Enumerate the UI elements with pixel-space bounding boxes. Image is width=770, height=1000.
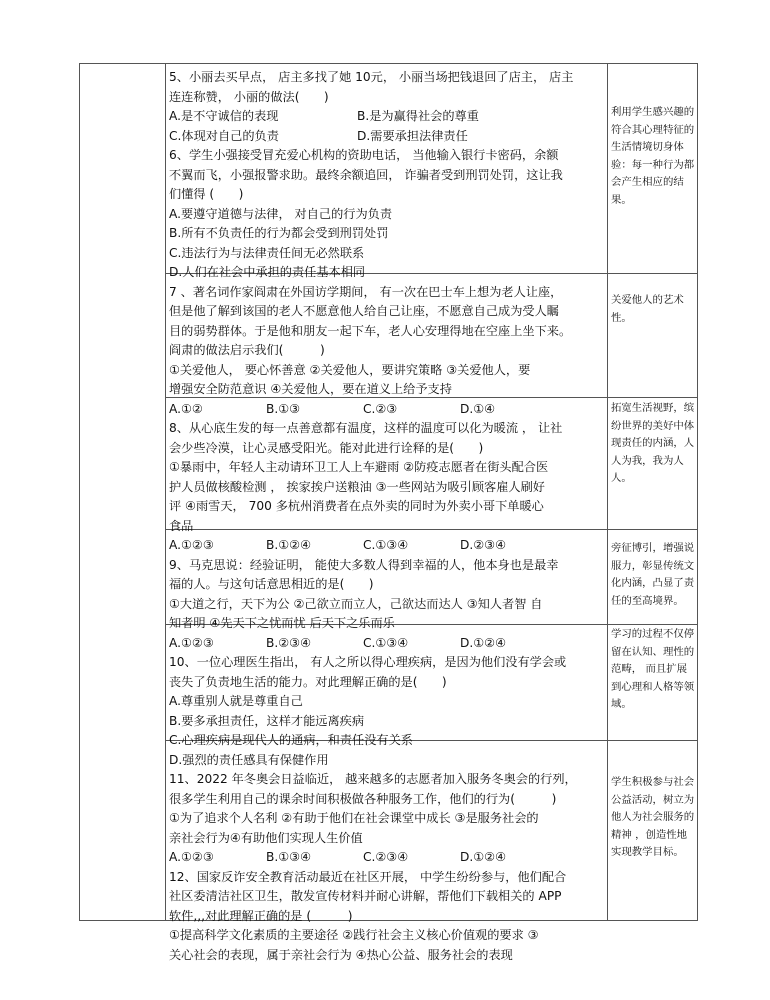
question-column — [169, 68, 605, 965]
answer-option: B.要多承担责任，这样才能远离疾病 — [169, 713, 365, 728]
answer-option: C.①③④ — [363, 538, 409, 552]
answer-option: D.强烈的责任感具有保健作用 — [169, 752, 329, 767]
option-row — [169, 263, 605, 283]
option-row — [169, 244, 605, 264]
option-row — [169, 205, 605, 225]
option-row — [169, 634, 605, 654]
question-text-line: 8、从心底生发的每一点善意都有温度，这样的温度可以化为暖流 ， 让社 — [169, 421, 563, 435]
lesson-table — [79, 63, 698, 962]
question-text-line: ①提高科学文化素质的主要途径 ②践行社会主义核心价值观的要求 ③ — [169, 928, 539, 942]
question-text-line: 食品 — [169, 518, 194, 533]
option-row — [169, 224, 605, 244]
column-divider-right — [607, 64, 608, 920]
question-text-line: ①大道之行，天下为公 ②己欲立而立人，己欲达而达人 ③知人者智 自 — [169, 596, 543, 611]
answer-option: B.①②④ — [266, 538, 312, 552]
question-block — [169, 283, 605, 420]
answer-option: B.①③ — [266, 401, 301, 416]
question-block — [169, 868, 605, 966]
answer-option: D.①②④ — [460, 635, 507, 650]
question-text-line: 不翼而飞，小强报警求助。最终余额追回， 诈骗者受到刑罚处罚，这让我 — [169, 167, 563, 182]
design-note: 拓宽生活视野，缤纷世界的美好中体现责任的内涵，人人为我，我为人人。 — [611, 402, 695, 485]
answer-option: A.是不守诚信的表现 — [169, 109, 279, 123]
answer-option: A.尊重别人就是尊重自己 — [169, 694, 303, 708]
question-block — [169, 68, 605, 146]
question-text-line: 5、小丽去买早点， 店主多找了她 10元， 小丽当场把钱退回了店主， 店主 — [169, 70, 574, 84]
answer-option: A.①②③ — [169, 538, 214, 552]
design-note: 利用学生感兴趣的符合其心理特征的生活情境切身体验：每一种行为都会产生相应的结果。 — [611, 106, 695, 206]
answer-option: B.①③④ — [266, 850, 312, 864]
question-text-line: 增强安全防范意识 ④关爱他人，要在道义上给予支持 — [169, 382, 452, 396]
question-text-line: 关心社会的表现，属于亲社会行为 ④热心公益、服务社会的表现 — [169, 947, 513, 962]
column-divider-left — [165, 64, 166, 920]
answer-option: A.①② — [169, 401, 203, 416]
question-block — [169, 419, 605, 556]
question-text-line: 连连称赞， 小丽的做法( ) — [169, 89, 329, 104]
answer-option: D.①④ — [460, 401, 496, 416]
answer-option: D.人们在社会中承担的责任基本相同 — [169, 265, 366, 279]
question-text-line: 评 ④雨雪天， 700 多杭州消费者在点外卖的同时为外卖小哥下单暖心 — [169, 499, 544, 513]
answer-option: B.所有不负责任的行为都会受到刑罚处罚 — [169, 226, 389, 240]
question-text-line: 9、马克思说：经验证明， 能使大多数人得到幸福的人，他本身也是最幸 — [169, 557, 559, 572]
answer-option: D.需要承担法律责任 — [357, 128, 468, 143]
question-text-line: 但是他了解到该国的老人不愿意他人给自己让座，不愿意自己成为受人瞩 — [169, 304, 559, 318]
question-text-line: 软件,,,对此理解正确的是 ( ) — [169, 908, 353, 923]
answer-option: A.①②③ — [169, 635, 214, 650]
question-text-line: 知者明 ④先天下之忧而忧 后天下之乐而乐 — [169, 616, 395, 630]
question-text-line: 丧失了负责地生活的能力。对此理解正确的是( ) — [169, 674, 447, 689]
question-text-line: 福的人。与这句话意思相近的是( ) — [169, 577, 374, 591]
question-text-line: 很多学生利用自己的课余时间积极做各种服务工作，他们的行为( ) — [169, 791, 557, 806]
answer-option: C.①③④ — [363, 635, 409, 650]
answer-option: A.要遵守道德与法律， 对自己的行为负责 — [169, 206, 393, 221]
design-note: 学生积极参与社会公益活动，树立为他人为社会服务的精神 ，创造性地实现教学目标。 — [611, 776, 695, 859]
answer-option: B.是为赢得社会的尊重 — [357, 109, 479, 123]
question-block — [169, 146, 605, 283]
question-text-line: 阎肃的做法启示我们( ) — [169, 343, 325, 357]
question-text-line: 们懂得 ( ) — [169, 187, 244, 201]
question-text-line: 10、一位心理医生指出， 有人之所以得心理疾病，是因为他们没有学会或 — [169, 655, 567, 669]
question-text-line: 12、国家反诈安全教育活动最近在社区开展， 中学生纷纷参与，他们配合 — [169, 869, 567, 884]
option-row — [169, 107, 605, 127]
question-text-line: 会少些冷漠，让心灵感受阳光。能对此进行诠释的是( ) — [169, 440, 484, 455]
question-text-line: ①为了追求个人名利 ②有助于他们在社会课堂中成长 ③是服务社会的 — [169, 811, 539, 825]
option-row — [169, 400, 605, 420]
question-text-line: ①关爱他人， 要心怀善意 ②关爱他人，要讲究策略 ③关爱他人，要 — [169, 362, 531, 377]
answer-option: C.②③ — [363, 401, 398, 416]
answer-option: A.①②③ — [169, 850, 214, 864]
question-block — [169, 556, 605, 654]
answer-option: B.②③④ — [266, 635, 312, 650]
question-text-line: 护人员做核酸检测 ， 挨家挨户送粮油 ③一些网站为吸引顾客雇人刷好 — [169, 479, 545, 494]
answer-option: D.①②④ — [460, 850, 507, 864]
option-row — [169, 692, 605, 712]
design-note: 关爱他人的艺术性。 — [611, 294, 684, 324]
option-row — [169, 712, 605, 732]
question-block — [169, 653, 605, 770]
question-text-line: 6、学生小强接受冒充爱心机构的资助电话， 当他输入银行卡密码，余额 — [169, 148, 559, 162]
option-row — [169, 848, 605, 868]
option-row — [169, 751, 605, 771]
answer-option: C.违法行为与法律责任间无必然联系 — [169, 245, 365, 260]
question-text-line: 11、2022 年冬奥会日益临近， 越来越多的志愿者加入服务冬奥会的行列， — [169, 772, 577, 786]
answer-option: C.心理疾病是现代人的通病，和责任没有关系 — [169, 733, 413, 747]
question-text-line: 7 、著名词作家阎肃在外国访学期间， 有一次在巴士车上想为老人让座， — [169, 284, 563, 299]
answer-option: D.②③④ — [460, 538, 507, 552]
design-note: 学习的过程不仅停留在认知、理性的范畴， 而且扩展到心理和人格等领域。 — [611, 628, 695, 711]
question-text-line: 社区委清洁社区卫生，散发宣传材料并耐心讲解，帮他们下载相关的 APP — [169, 889, 562, 903]
question-text-line: ①暴雨中，年轻人主动请环卫工人上车避雨 ②防疫志愿者在街头配合医 — [169, 460, 549, 474]
option-row — [169, 731, 605, 751]
option-row — [169, 127, 605, 147]
question-text-line: 目的弱势群体。于是他和朋友一起下车，老人心安理得地在空座上坐下来。 — [169, 323, 572, 338]
answer-option: C.②③④ — [363, 850, 409, 864]
option-row — [169, 536, 605, 556]
question-text-line: 亲社会行为④有助他们实现人生价值 — [169, 830, 363, 845]
design-note: 旁征博引，增强说服力，彰显传统文化内涵，凸显了责任的至高境界。 — [611, 542, 695, 607]
question-block — [169, 770, 605, 868]
answer-option: C.体现对自己的负责 — [169, 128, 279, 143]
